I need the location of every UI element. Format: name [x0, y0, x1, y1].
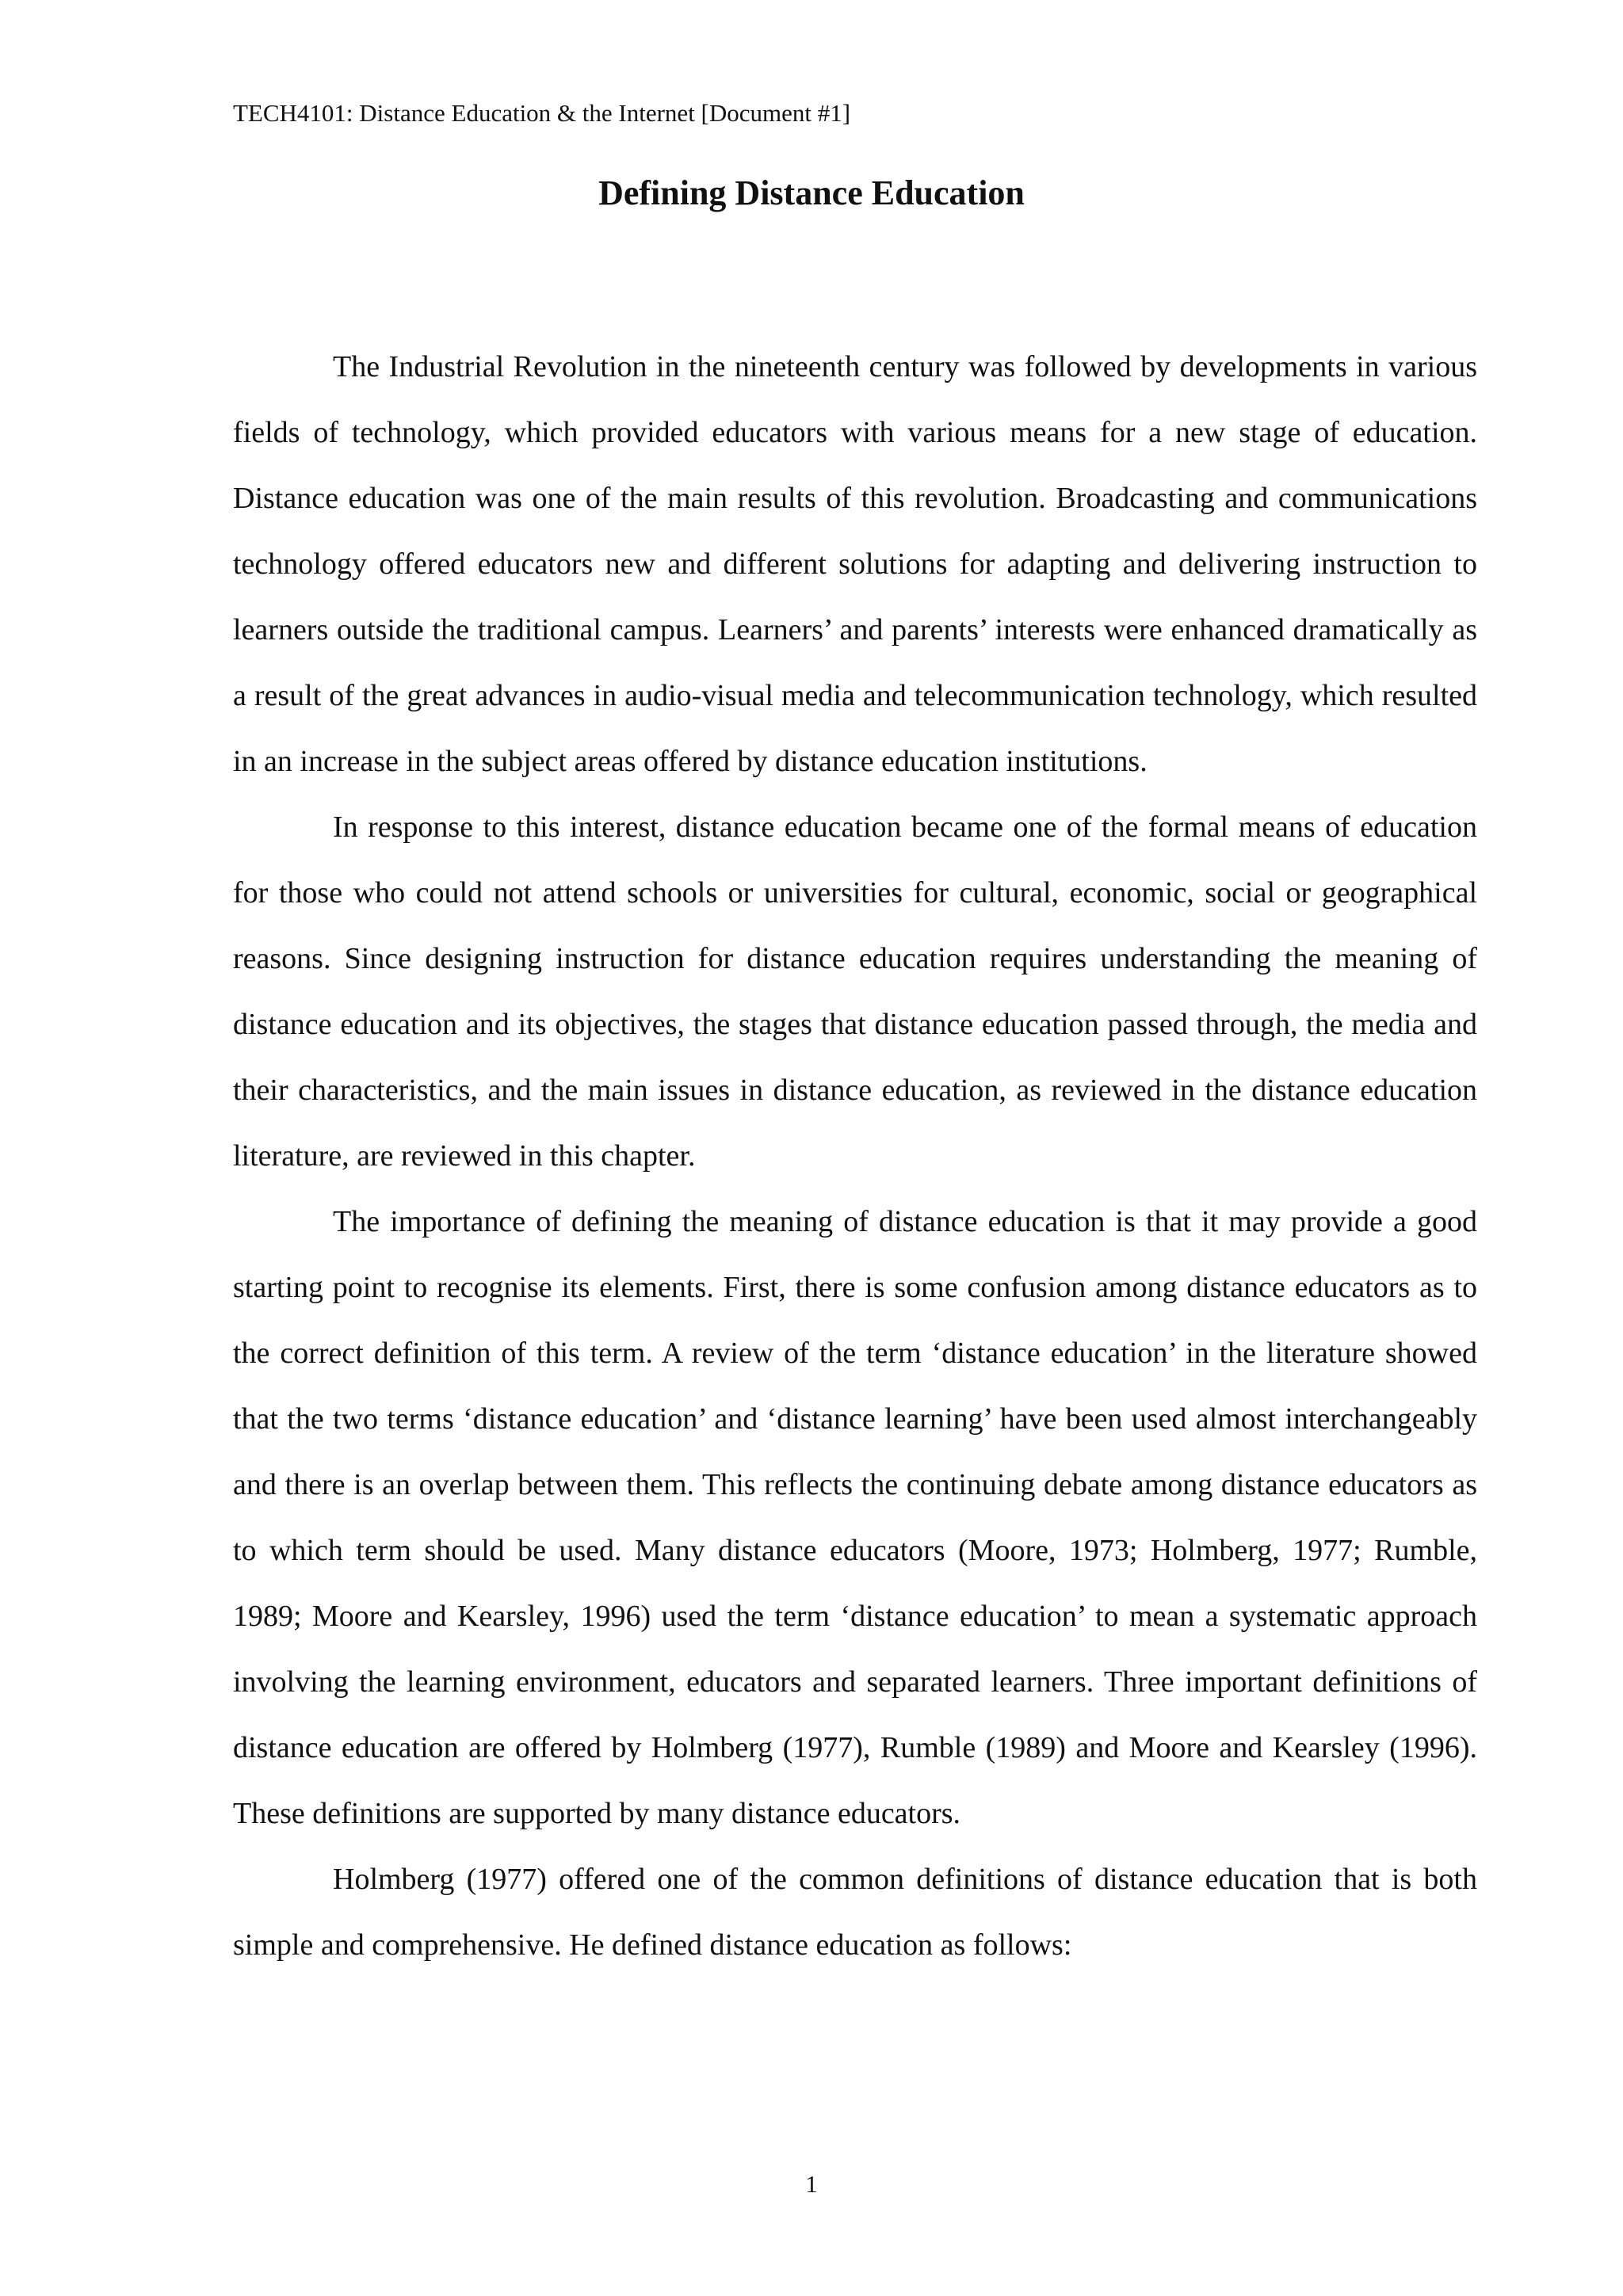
- document-body: [233, 334, 1477, 1978]
- document-title: Defining Distance Education: [598, 174, 1025, 212]
- body-paragraph: In response to this interest, distance education became one of the formal means of education for those who could not attend schools or universities for cultural, economic, social or geographical reasons. Since designing instruction for distance education requires understanding the meaning of distance education and its objectives, the stages that distance education passed through, the media and their characteristics, and the main issues in distance education, as reviewed in the distance education literature, are reviewed in this chapter.: [233, 810, 1477, 1173]
- running-header: TECH4101: Distance Education & the Internet [Document #1]: [233, 99, 851, 127]
- body-paragraph: The importance of defining the meaning of distance education is that it may provide a good starting point to recognise its elements. First, there is some confusion among distance educators as to the correct definition of this term. A review of the term ‘distance education’ in the literature showed that the two terms ‘distance education’ and ‘distance learning’ have been used almost interchangeably and there is an overlap between them. This reflects the continuing debate among distance educators as to which term should be used. Many distance educators (Moore, 1973; Holmberg, 1977; Rumble, 1989; Moore and Kearsley, 1996) used the term ‘distance education’ to mean a systematic approach involving the learning environment, educators and separated learners. Three important definitions of distance education are offered by Holmberg (1977), Rumble (1989) and Moore and Kearsley (1996). These definitions are supported by many distance educators.: [233, 1205, 1477, 1830]
- body-paragraph: Holmberg (1977) offered one of the common definitions of distance education that is both simple and comprehensive. He defined distance education as follows:: [233, 1863, 1477, 1962]
- page-number: 1: [805, 2170, 818, 2198]
- body-paragraph: The Industrial Revolution in the nineteenth century was followed by developments in various fields of technology, which provided educators with various means for a new stage of education. Distance education was one of the main results of this revolution. Broadcasting and communications technology offered educators new and different solutions for adapting and delivering instruction to learners outside the traditional campus. Learners’ and parents’ interests were enhanced dramatically as a result of the great advances in audio-visual media and telecommunication technology, which resulted in an increase in the subject areas offered by distance education institutions.: [233, 350, 1477, 778]
